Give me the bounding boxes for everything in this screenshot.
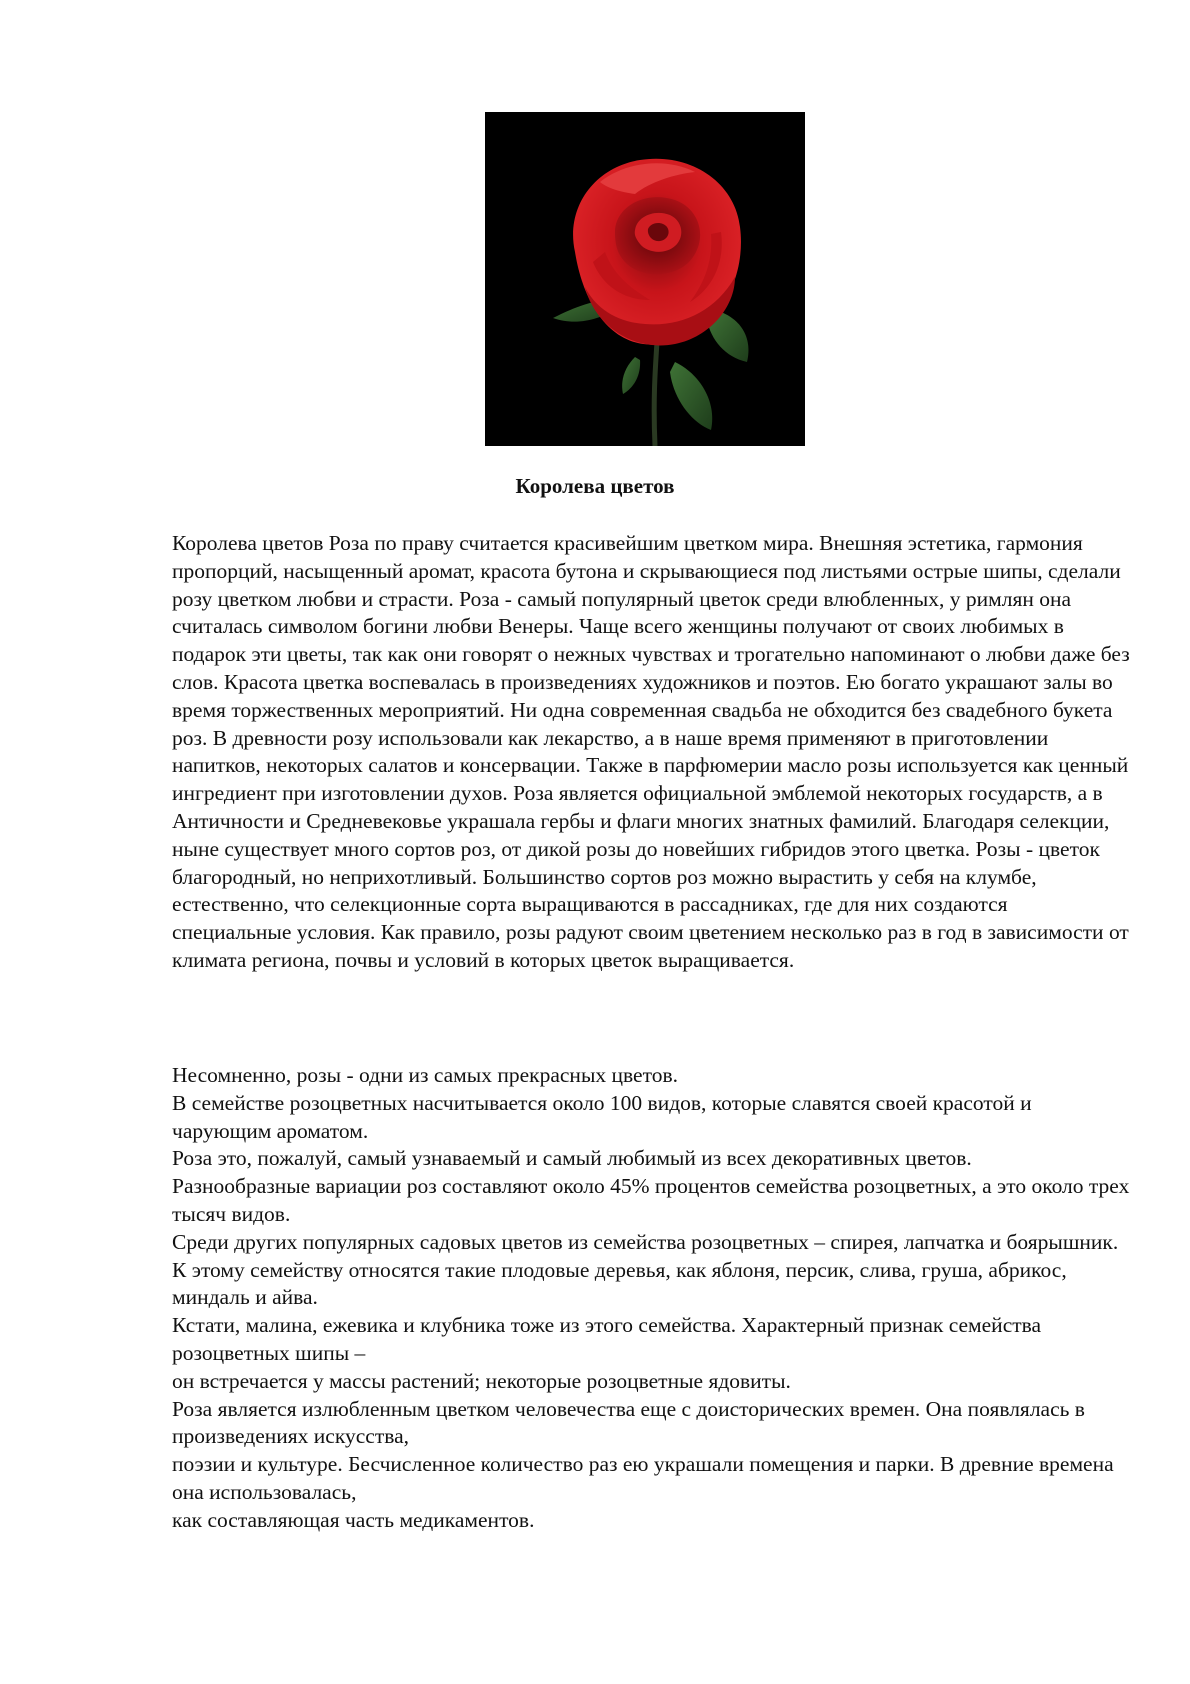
text-line: В семействе розоцветных насчитывается около 100 видов, которые славятся своей красотой и чарующим ароматом. bbox=[172, 1090, 1032, 1143]
facts-block bbox=[172, 1062, 1132, 1535]
document-title: Королева цветов bbox=[515, 474, 675, 498]
text-line: Кстати, малина, ежевика и клубника тоже из этого семейства. Характерный признак семейства розоцветных шипы – bbox=[172, 1313, 1042, 1365]
text-line: как составляющая часть медикаментов. bbox=[172, 1507, 535, 1532]
text-line: он встречается у массы растений; некоторые розоцветные ядовиты. bbox=[172, 1368, 791, 1393]
text-line: К этому семейству относятся такие плодовые деревья, как яблоня, персик, слива, груша, абрикос, миндаль и айва. bbox=[172, 1257, 1067, 1310]
text-line: поэзии и культуре. Бесчисленное количество раз ею украшали помещения и парки. В древние времена она использовалась, bbox=[172, 1452, 1114, 1504]
text-line: Роза является излюбленным цветком человечества еще с доисторических времен. Она появлялась в произведениях искусства, bbox=[172, 1396, 1085, 1449]
main-paragraph: Королева цветов Роза по праву считается красивейшим цветком мира. Внешняя эстетика, гармония пропорций, насыщенный аромат, красота бутона и скрывающиеся под листьями острые шипы, сделали розу цветком любви и страсти. Роза - самый популярный цветок среди влюбленных, у римлян она считалась символом богини любви Венеры. Чаще всего женщины получают от своих любимых в подарок эти цветы, так как они говорят о нежных чувствах и трогательно напоминают о любви даже без слов. Красота цветка воспевалась в произведениях художников и поэтов. Ею богато украшают залы во время торжественных мероприятий. Ни одна современная свадьба не обходится без свадебного букета роз. В древности розу использовали как лекарство, а в наше время применяют в приготовлении напитков, некоторых салатов и консервации. Также в парфюмерии масло розы используется как ценный ингредиент при изготовлении духов. Роза является официальной эмблемой некоторых государств, а в Античности и Средневековье украшала гербы и флаги многих знатных фамилий. Благодаря селекции, ныне существует много сортов роз, от дикой розы до новейших гибридов этого цветка. Розы - цветок благородный, но неприхотливый. Большинство сортов роз можно вырастить у себя на клумбе, естественно, что селекционные сорта выращиваются в рассадниках, где для них создаются специальные условия. Как правило, розы радуют своим цветением несколько раз в год в зависимости от климата региона, почвы и условий в которых цветок выращивается. bbox=[172, 531, 1130, 972]
text-line: Разнообразные вариации роз составляют около 45% процентов семейства розоцветных, а это около трех тысяч видов. bbox=[172, 1174, 1130, 1226]
text-line: Несомненно, розы - одни из самых прекрасных цветов. bbox=[172, 1063, 678, 1087]
rose-illustration bbox=[485, 112, 805, 446]
text-line: Роза это, пожалуй, самый узнаваемый и самый любимый из всех декоративных цветов. bbox=[172, 1146, 972, 1171]
text-line: Среди других популярных садовых цветов из семейства розоцветных – спирея, лапчатка и боярышник. bbox=[172, 1229, 1119, 1254]
rose-image bbox=[485, 112, 805, 446]
